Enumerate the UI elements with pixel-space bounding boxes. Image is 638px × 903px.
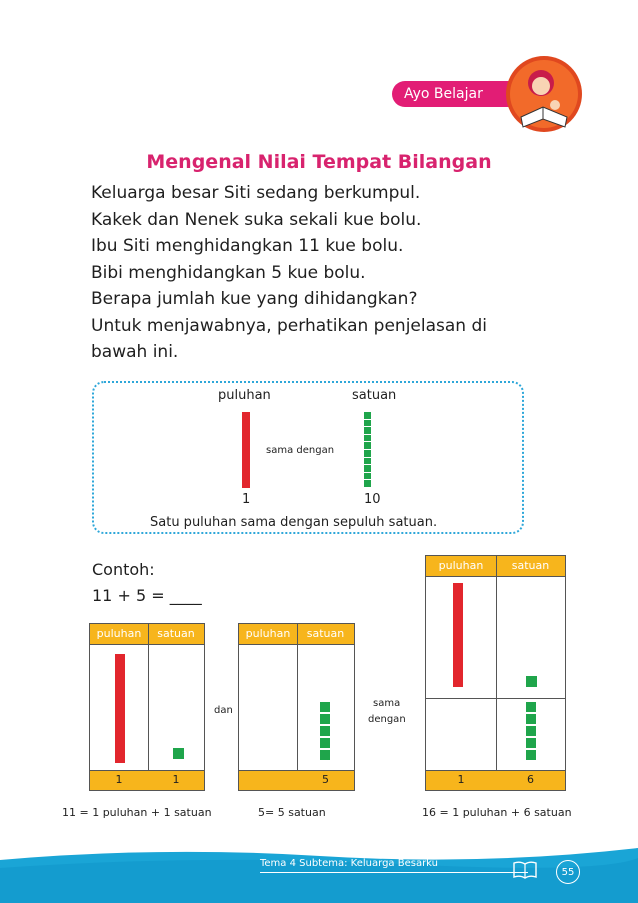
unit-cube (364, 435, 371, 442)
place-value-table-16 (425, 555, 566, 791)
ten-rod (453, 583, 463, 687)
unit-cube (364, 420, 371, 427)
example-label: Contoh: (92, 560, 155, 579)
unit-cubes (526, 702, 537, 760)
caption-16: 16 = 1 puluhan + 6 satuan (422, 806, 572, 819)
num-one: 1 (242, 492, 251, 507)
place-value-table-5 (238, 623, 355, 791)
unit-cube (173, 748, 184, 759)
unit-cube (364, 473, 371, 480)
satuan-label: satuan (352, 388, 397, 403)
unit-cubes (320, 702, 331, 760)
value-puluhan: 1 (115, 773, 123, 786)
footer-subtheme: Tema 4 Subtema: Keluarga Besarku (260, 858, 439, 869)
unit-cube (364, 450, 371, 457)
sama-label: sama (373, 698, 401, 709)
unit-cube (364, 480, 371, 487)
unit-cube (526, 726, 536, 736)
page-number: 55 (556, 860, 580, 884)
unit-cube (320, 714, 330, 724)
unit-cube (364, 465, 371, 472)
unit-cube (320, 750, 330, 760)
caption-5: 5= 5 satuan (258, 806, 326, 819)
unit-cube (526, 714, 536, 724)
unit-cube (526, 702, 536, 712)
unit-cube (320, 738, 330, 748)
place-value-table-11 (89, 623, 205, 791)
story-line: Keluarga besar Siti sedang berkumpul. (91, 183, 421, 203)
unit-cube (364, 442, 371, 449)
story-line: Bibi menghidangkan 5 kue bolu. (91, 262, 366, 283)
story-line: Ibu Siti menghidangkan 11 kue bolu. (91, 236, 404, 256)
story-line: Untuk menjawabnya, perhatikan penjelasan di (91, 315, 487, 336)
header-satuan: satuan (306, 627, 345, 640)
story-line: bawah ini. (91, 342, 179, 362)
header-puluhan: puluhan (96, 627, 142, 640)
unit-cube (526, 676, 537, 687)
unit-cube (320, 726, 330, 736)
caption-11: 11 = 1 puluhan + 1 satuan (62, 806, 212, 819)
value-satuan: 5 (322, 773, 329, 786)
example-equation: 11 + 5 = ____ (92, 586, 202, 605)
unit-cube (364, 458, 371, 465)
footer-divider (260, 872, 528, 873)
header-puluhan: puluhan (245, 627, 291, 640)
unit-cube (364, 412, 371, 419)
value-satuan: 1 (172, 773, 180, 786)
ten-rod (242, 412, 250, 488)
story-line: Kakek dan Nenek suka sekali kue bolu. (91, 209, 422, 230)
value-satuan: 6 (527, 773, 534, 786)
num-ten: 10 (364, 492, 381, 507)
puluhan-label: puluhan (218, 388, 271, 403)
unit-cube (364, 427, 371, 434)
dengan-label: dengan (368, 714, 406, 725)
story-line: Berapa jumlah kue yang dihidangkan? (91, 289, 418, 309)
unit-cube (526, 750, 536, 760)
unit-cube (320, 702, 330, 712)
explanation-caption: Satu puluhan sama dengan sepuluh satuan. (150, 515, 438, 530)
ten-rod (115, 654, 125, 763)
ten-units (364, 412, 377, 488)
sama-dengan-label: sama dengan (266, 445, 335, 456)
value-puluhan (239, 770, 297, 790)
header-satuan: satuan (157, 627, 195, 640)
book-icon (512, 860, 538, 880)
girl-reading-icon (505, 55, 583, 133)
explanation-box (92, 381, 524, 534)
page-title: Mengenal Nilai Tempat Bilangan (146, 151, 492, 173)
dan-label: dan (214, 705, 233, 716)
story-text (91, 180, 551, 366)
ayo-belajar-badge: Ayo Belajar (392, 81, 512, 107)
header-puluhan: puluhan (438, 559, 484, 572)
unit-cube (526, 738, 536, 748)
header-satuan: satuan (511, 559, 550, 572)
value-puluhan: 1 (457, 773, 465, 786)
